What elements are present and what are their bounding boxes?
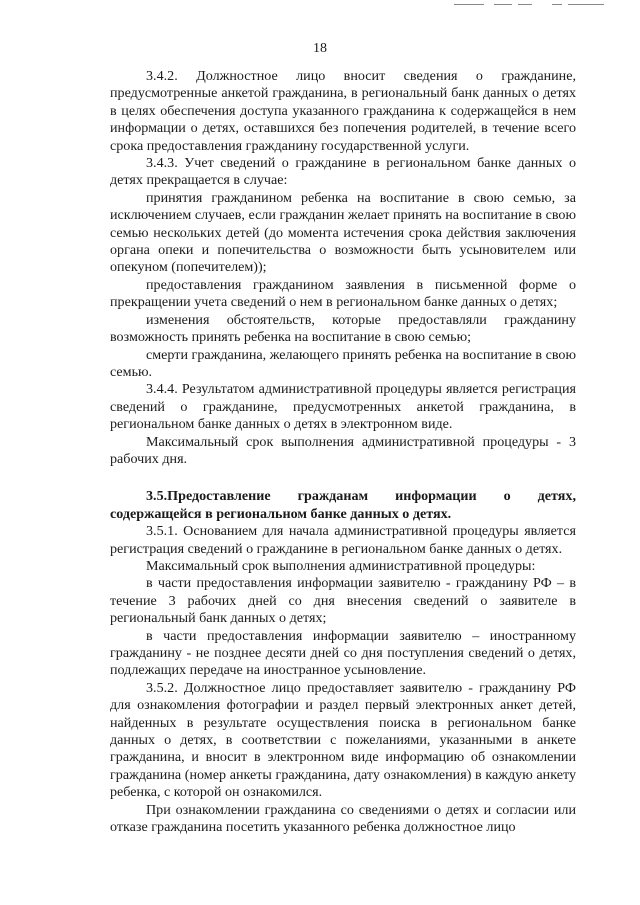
- scan-artifact-marks: [454, 4, 604, 8]
- paragraph-3-5-1: 3.5.1. Основанием для начала административной процедуры является регистрация сведений о гражданине в региональном банке данных о детях.: [110, 523, 576, 557]
- paragraph-3-5-2: 3.5.2. Должностное лицо предоставляет заявителю - гражданину РФ для ознакомления фотографии и раздел первый электронных анкет детей, найденных в результате осуществления поиска в региональном банке данных о детях, в соответствии с пожеланиями, указанными в анкете гражданина, и вносит в электронном виде информацию об ознакомлении гражданина (номер анкеты гражданина, дату ознакомления) в каждую анкету ребенка, с которой он ознакомился.: [110, 679, 576, 801]
- paragraph-acquaintance: При ознакомлении гражданина со сведениями о детях и согласии или отказе гражданина посетить указанного ребенка должностное лицо: [110, 801, 576, 836]
- paragraph-3-4-2: 3.4.2. Должностное лицо вносит сведения о гражданине, предусмотренные анкетой гражданина, в региональный банк данных о детях в целях обеспечения доступа указанного гражданина к содержащейся в нем информации о детях, оставшихся без попечения родителей, в течение всего срока предоставления гражданину государственной услуги.: [110, 68, 576, 154]
- paragraph-case-circumstances: изменения обстоятельств, которые предоставляли гражданину возможность принять ребенка на воспитание в свою семью;: [110, 311, 576, 346]
- paragraph-max-term: Максимальный срок выполнения административной процедуры:: [146, 557, 536, 574]
- paragraph-term-rf-citizen: в части предоставления информации заявителю - гражданину РФ – в течение 3 рабочих дней со дня внесения сведений о заявителе в региональный банк данных о детях;: [110, 575, 576, 627]
- paragraph-3-4-4: 3.4.4. Результатом административной процедуры является регистрация сведений о гражданине, предусмотренных анкетой гражданина, в региональном банке данных о детях в электронном виде.: [110, 381, 576, 433]
- paragraph-3-4-3: 3.4.3. Учет сведений о гражданине в региональном банке данных о детях прекращается в случае:: [110, 155, 576, 189]
- paragraph-case-adoption: принятия гражданином ребенка на воспитание в свою семью, за исключением случаев, если гражданин желает принять на воспитание в свою семью нескольких детей (до момента истечения срока действия заключения органа опеки и попечительства о возможности быть усыновителем или опекуном (попечителем));: [110, 189, 576, 276]
- page-number: 18: [313, 41, 327, 56]
- paragraph-term-foreign-citizen: в части предоставления информации заявителю – иностранному гражданину - не позднее десяти дней со дня поступления сведений о детях, подлежащих передаче на иностранное усыновление.: [110, 627, 576, 679]
- paragraph-max-term-3-days: Максимальный срок выполнения административной процедуры - 3 рабочих дня.: [110, 433, 576, 467]
- document-body: [110, 68, 576, 836]
- section-heading-3-5: 3.5.Предоставление гражданам информации о детях, содержащейся в региональном банке данных о детях.: [110, 488, 576, 522]
- paragraph-case-application: предоставления гражданином заявления в письменной форме о прекращении учета сведений о нем в региональном банке данных о детях;: [110, 276, 576, 311]
- paragraph-case-death: смерти гражданина, желающего принять ребенка на воспитание в свою семью.: [110, 346, 576, 380]
